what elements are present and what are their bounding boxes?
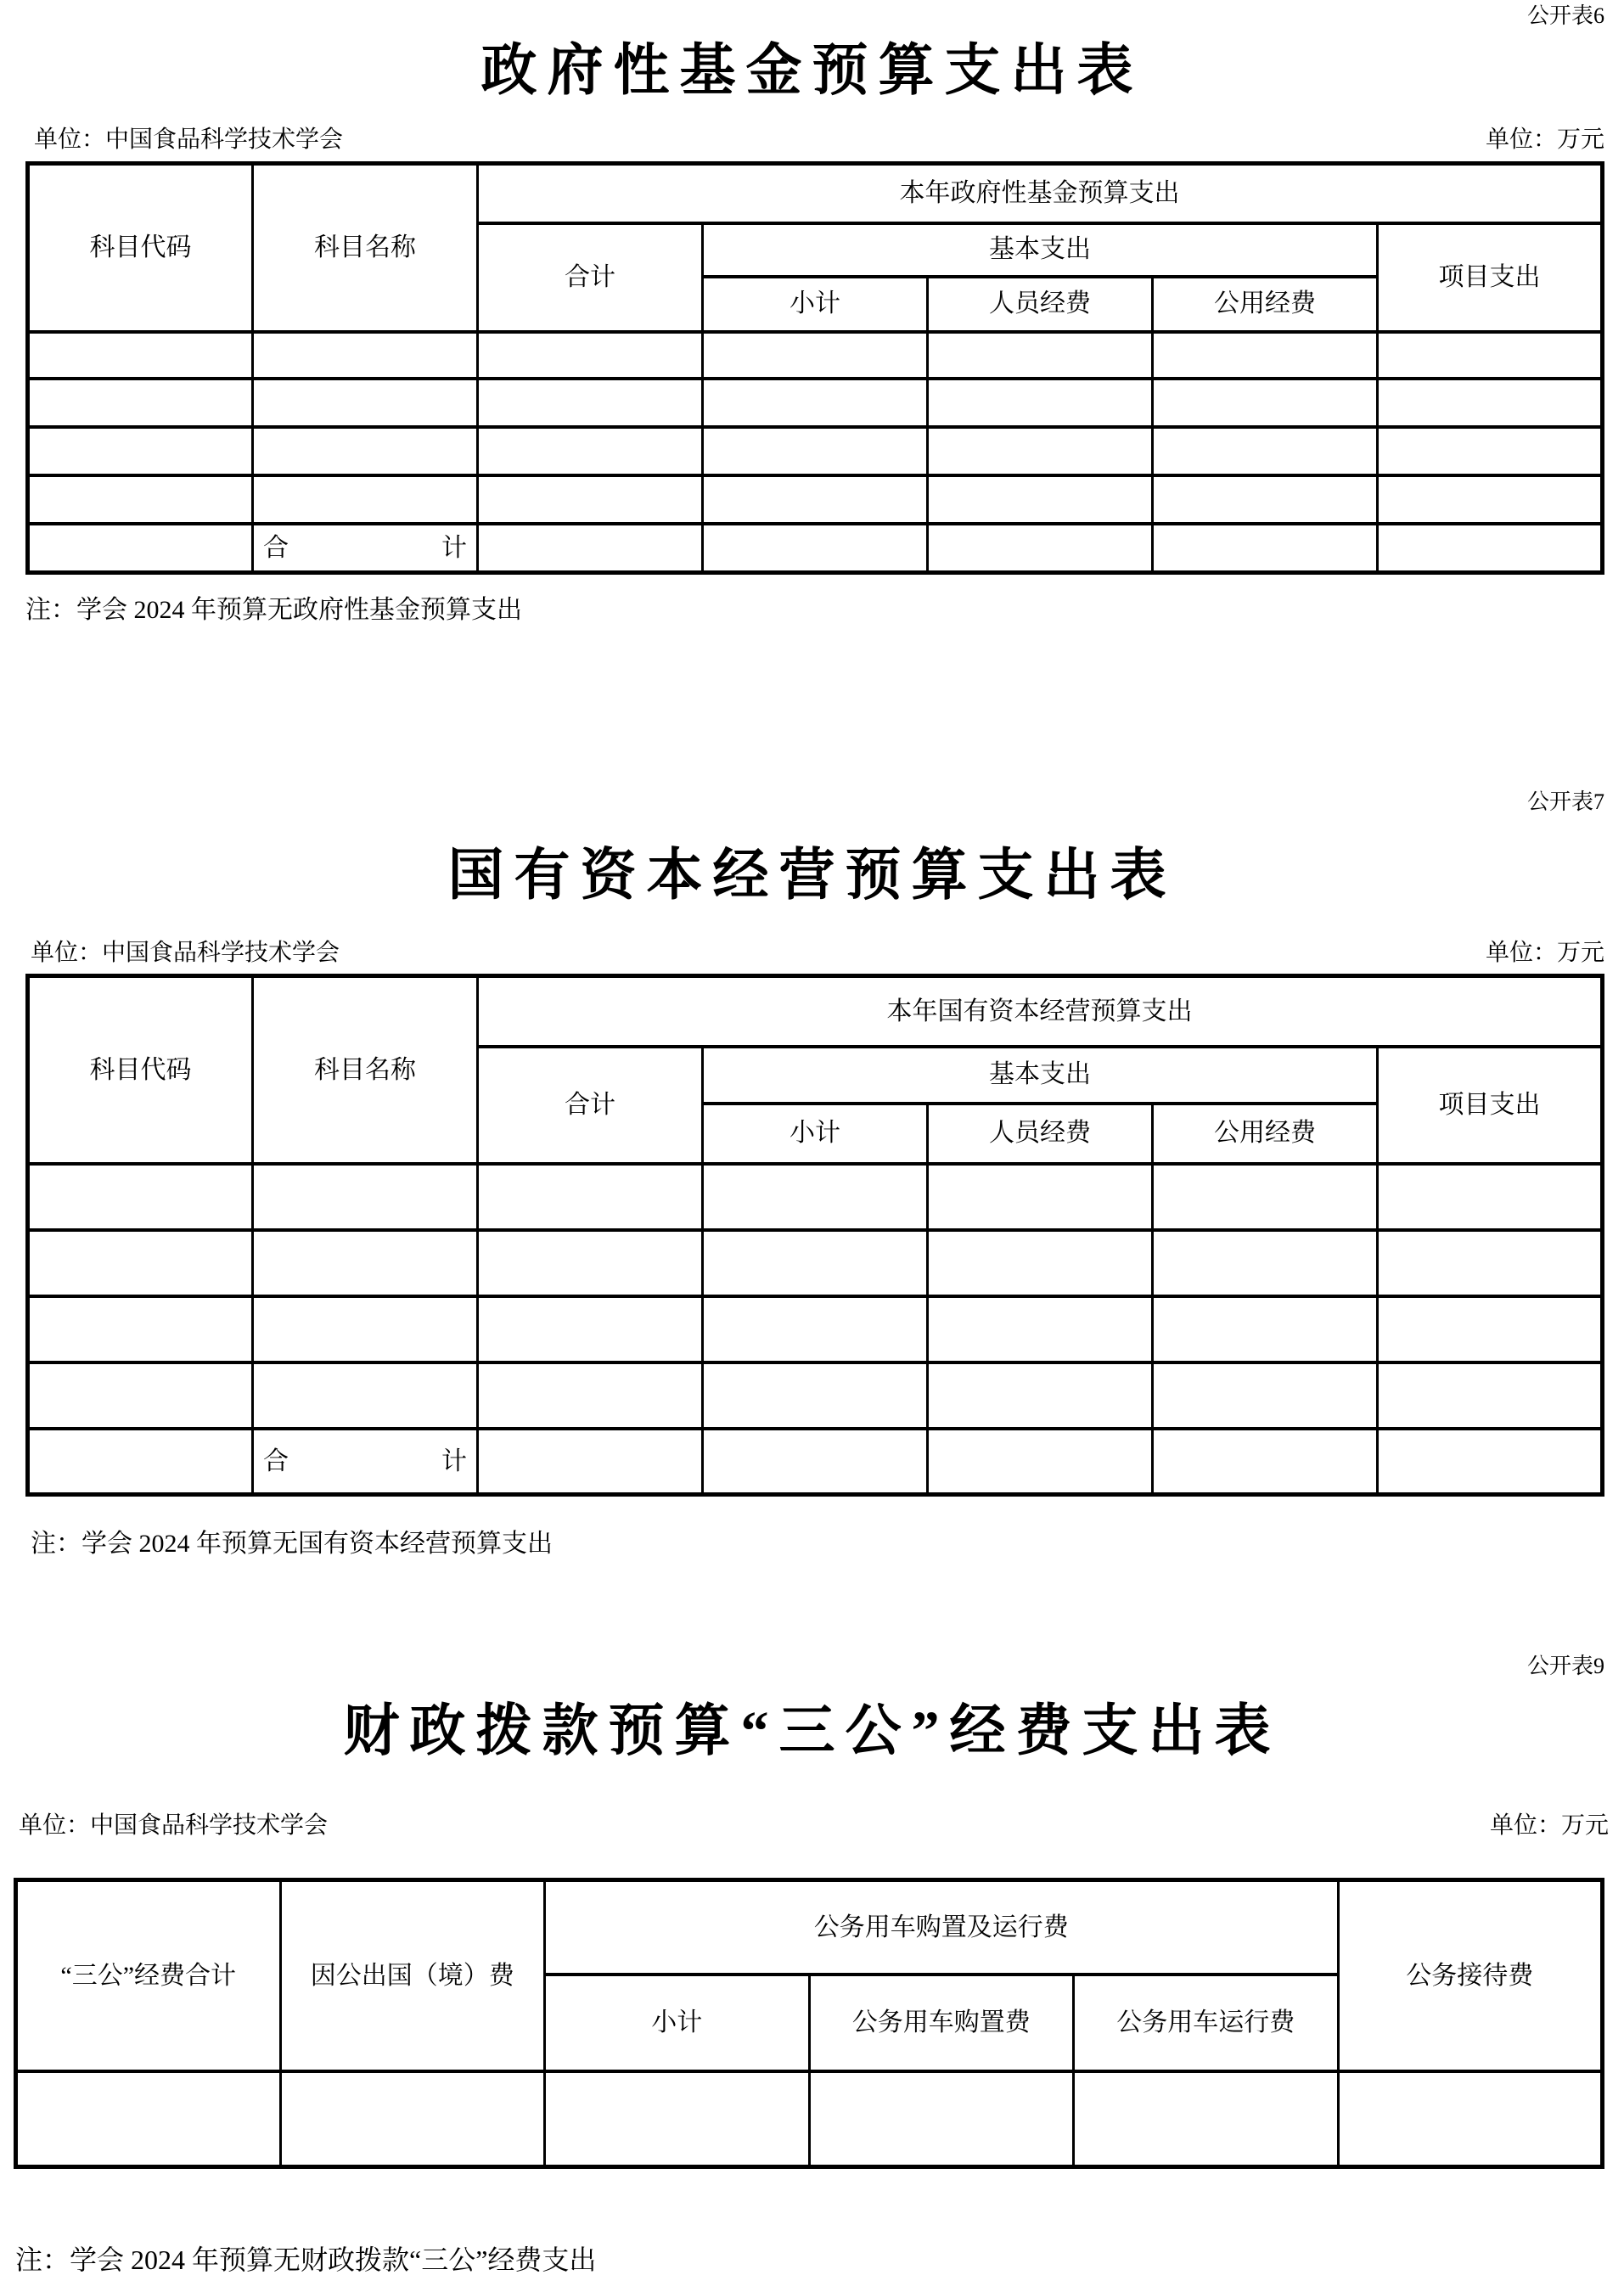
unit-label: 单位：万元 <box>1489 1812 1609 1839</box>
table-row <box>28 475 1603 524</box>
empty-cell <box>478 1296 703 1362</box>
empty-cell <box>703 379 928 427</box>
empty-cell <box>1378 1296 1603 1362</box>
table-row <box>28 427 1603 475</box>
empty-cell <box>478 427 703 475</box>
empty-cell <box>703 475 928 524</box>
header-row-1 <box>16 1880 1603 1975</box>
document-title-government-fund: 政府性基金预算支出表 <box>480 40 1144 102</box>
empty-cell <box>703 524 928 573</box>
empty-cell <box>1378 1429 1603 1495</box>
total-row <box>28 1429 1603 1495</box>
org-label: 单位：中国食品科学技术学会 <box>19 1812 329 1839</box>
total-row <box>28 524 1603 573</box>
header-cell-vehicle-span: 公务用车购置及运行费 <box>545 1880 1339 1975</box>
empty-cell <box>703 1230 928 1296</box>
empty-cell <box>253 475 478 524</box>
empty-cell <box>28 332 253 379</box>
header-cell-subject-code: 科目代码 <box>28 164 253 332</box>
table-row <box>28 379 1603 427</box>
note-text: 注：学会 2024 年预算无政府性基金预算支出 <box>25 596 522 624</box>
table-row <box>28 1362 1603 1429</box>
empty-cell <box>478 379 703 427</box>
header-cell-personnel: 人员经费 <box>928 1104 1153 1164</box>
table-row <box>28 1230 1603 1296</box>
header-cell-vehicle-purchase: 公务用车购置费 <box>809 1975 1074 2071</box>
empty-cell <box>1074 2071 1339 2167</box>
note-text: 注：学会 2024 年预算无财政拨款“三公”经费支出 <box>15 2244 597 2275</box>
empty-cell <box>928 1164 1153 1230</box>
document-title-three-public: 财政拨款预算“三公”经费支出表 <box>343 1700 1281 1762</box>
empty-cell <box>928 475 1153 524</box>
empty-cell <box>280 2071 545 2167</box>
empty-cell <box>703 1429 928 1495</box>
header-cell-basic-span: 基本支出 <box>703 1047 1378 1104</box>
empty-cell <box>928 427 1153 475</box>
empty-cell <box>478 524 703 573</box>
empty-cell <box>478 475 703 524</box>
empty-cell <box>1378 427 1603 475</box>
empty-cell <box>1153 475 1378 524</box>
org-label: 单位：中国食品科学技术学会 <box>31 940 340 966</box>
header-cell-subtotal: 小计 <box>703 1104 928 1164</box>
header-cell-year-span: 本年政府性基金预算支出 <box>478 164 1603 223</box>
empty-cell <box>28 1429 253 1495</box>
empty-cell <box>253 379 478 427</box>
table-row <box>28 1164 1603 1230</box>
empty-cell <box>478 1164 703 1230</box>
header-cell-subject-name: 科目名称 <box>253 164 478 332</box>
total-row-label-cell: 合 计 <box>253 524 478 573</box>
header-cell-total: 合计 <box>478 223 703 332</box>
empty-cell <box>1338 2071 1603 2167</box>
empty-cell <box>1378 1164 1603 1230</box>
empty-cell <box>1153 427 1378 475</box>
empty-cell <box>253 427 478 475</box>
empty-cell <box>28 1296 253 1362</box>
empty-cell <box>928 1296 1153 1362</box>
empty-cell <box>1153 332 1378 379</box>
empty-cell <box>545 2071 810 2167</box>
empty-cell <box>253 1230 478 1296</box>
government-fund-budget-table <box>25 161 1604 575</box>
header-cell-subtotal: 小计 <box>545 1975 810 2071</box>
empty-cell <box>28 379 253 427</box>
empty-cell <box>928 332 1153 379</box>
empty-cell <box>253 1362 478 1429</box>
empty-cell <box>1153 1362 1378 1429</box>
empty-cell <box>928 1362 1153 1429</box>
header-row-1 <box>28 976 1603 1047</box>
empty-cell <box>28 475 253 524</box>
table-row <box>28 332 1603 379</box>
document-title-state-capital: 国有资本经营预算支出表 <box>447 845 1177 907</box>
header-cell-subject-code: 科目代码 <box>28 976 253 1164</box>
empty-cell <box>703 1296 928 1362</box>
header-cell-year-span: 本年国有资本经营预算支出 <box>478 976 1603 1047</box>
header-cell-public-funds: 公用经费 <box>1153 1104 1378 1164</box>
header-cell-project: 项目支出 <box>1378 1047 1603 1164</box>
meta-row <box>31 939 1604 968</box>
empty-cell <box>703 332 928 379</box>
total-row-label-cell: 合 计 <box>253 1429 478 1495</box>
note-text: 注：学会 2024 年预算无国有资本经营预算支出 <box>31 1530 553 1558</box>
state-capital-budget-table <box>25 974 1604 1497</box>
empty-cell <box>703 1362 928 1429</box>
empty-cell <box>1153 1429 1378 1495</box>
meta-row <box>19 1812 1609 1840</box>
meta-row <box>34 126 1604 154</box>
header-cell-project: 项目支出 <box>1378 223 1603 332</box>
header-cell-subject-name: 科目名称 <box>253 976 478 1164</box>
empty-cell <box>253 1296 478 1362</box>
empty-cell <box>928 1230 1153 1296</box>
unit-label: 单位：万元 <box>1485 126 1604 153</box>
empty-cell <box>28 427 253 475</box>
empty-cell <box>28 1164 253 1230</box>
header-cell-reception-fee: 公务接待费 <box>1338 1880 1603 2071</box>
header-cell-abroad-fee: 因公出国（境）费 <box>280 1880 545 2071</box>
org-label: 单位：中国食品科学技术学会 <box>34 126 344 153</box>
empty-cell <box>478 1429 703 1495</box>
header-cell-vehicle-operation: 公务用车运行费 <box>1074 1975 1339 2071</box>
header-row-1 <box>28 164 1603 223</box>
table-row <box>16 2071 1603 2167</box>
empty-cell <box>928 379 1153 427</box>
sheet-tag-7: 公开表7 <box>1526 789 1604 814</box>
empty-cell <box>1153 1230 1378 1296</box>
empty-cell <box>1153 524 1378 573</box>
empty-cell <box>1153 1164 1378 1230</box>
empty-cell <box>1378 1230 1603 1296</box>
empty-cell <box>1378 475 1603 524</box>
header-cell-basic-span: 基本支出 <box>703 223 1378 277</box>
header-cell-personnel: 人员经费 <box>928 277 1153 332</box>
empty-cell <box>28 524 253 573</box>
empty-cell <box>28 1230 253 1296</box>
empty-cell <box>478 1362 703 1429</box>
empty-cell <box>1378 332 1603 379</box>
empty-cell <box>16 2071 281 2167</box>
empty-cell <box>928 1429 1153 1495</box>
empty-cell <box>703 427 928 475</box>
empty-cell <box>478 1230 703 1296</box>
header-cell-public-funds: 公用经费 <box>1153 277 1378 332</box>
empty-cell <box>478 332 703 379</box>
empty-cell <box>1378 524 1603 573</box>
empty-cell <box>28 1362 253 1429</box>
empty-cell <box>928 524 1153 573</box>
empty-cell <box>1153 379 1378 427</box>
empty-cell <box>1378 379 1603 427</box>
sheet-tag-6: 公开表6 <box>1526 3 1604 28</box>
empty-cell <box>703 1164 928 1230</box>
empty-cell <box>1153 1296 1378 1362</box>
header-cell-three-public-total: “三公”经费合计 <box>16 1880 281 2071</box>
three-public-expense-table <box>14 1878 1604 2169</box>
empty-cell <box>809 2071 1074 2167</box>
empty-cell <box>1378 1362 1603 1429</box>
empty-cell <box>253 332 478 379</box>
header-cell-subtotal: 小计 <box>703 277 928 332</box>
header-cell-total: 合计 <box>478 1047 703 1164</box>
empty-cell <box>253 1164 478 1230</box>
table-row <box>28 1296 1603 1362</box>
unit-label: 单位：万元 <box>1485 940 1604 966</box>
sheet-tag-9: 公开表9 <box>1526 1654 1604 1678</box>
